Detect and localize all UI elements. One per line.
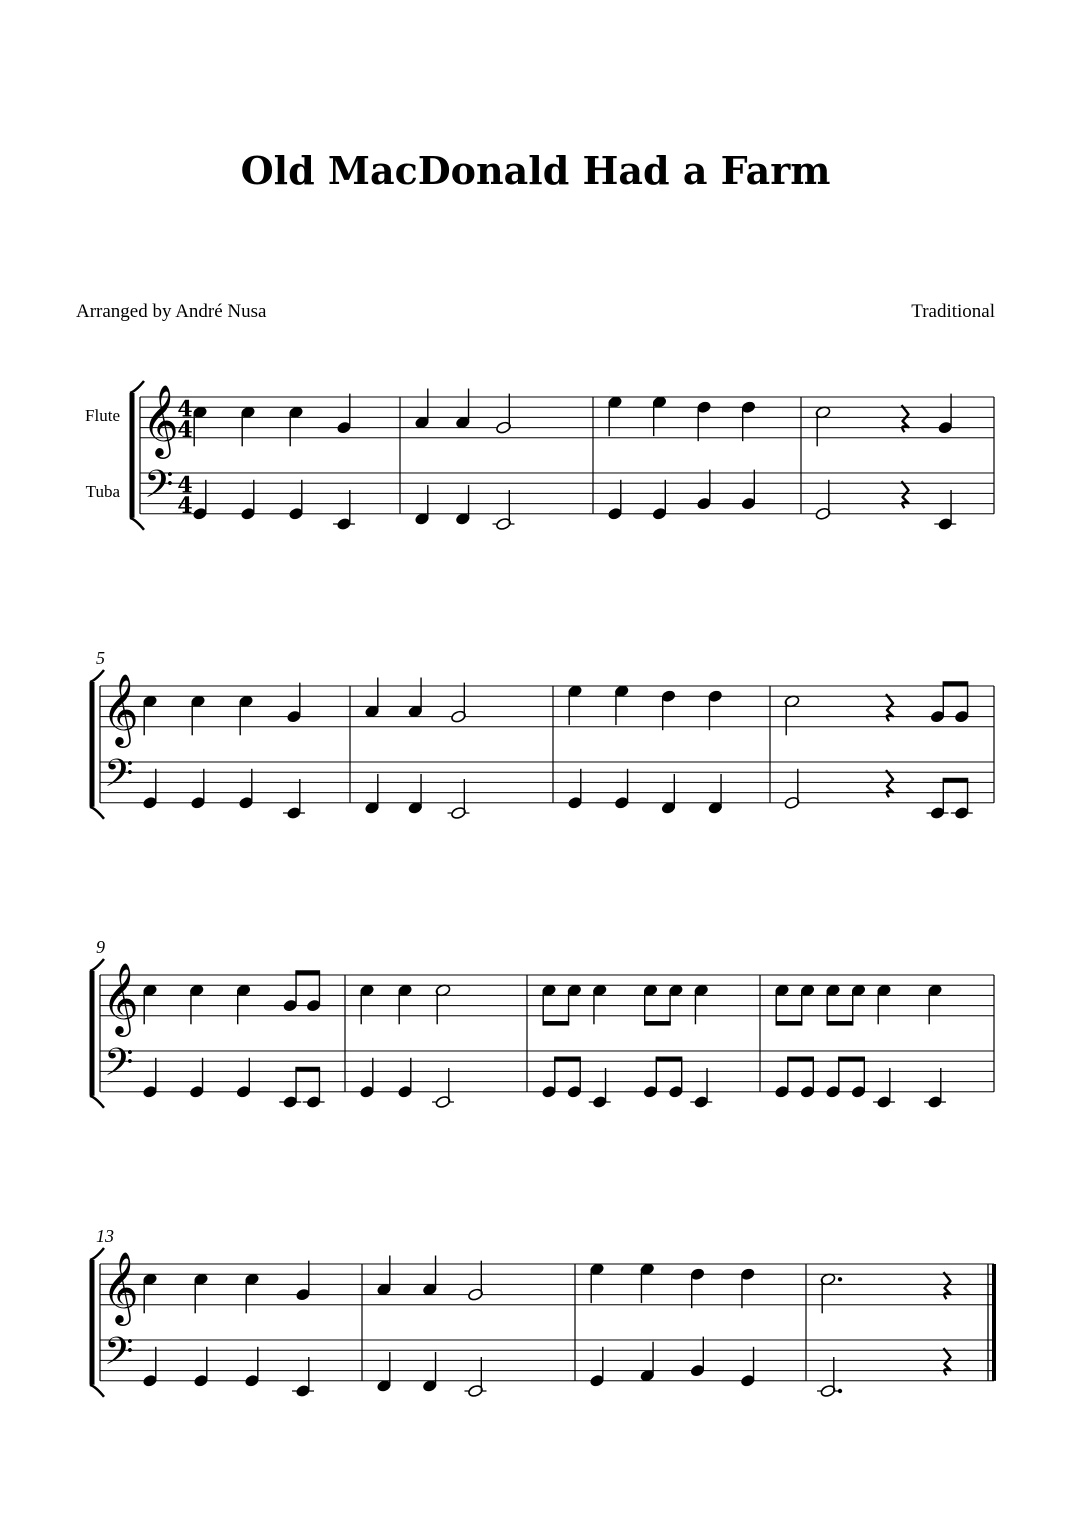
treble-clef (142, 383, 179, 459)
measure (815, 394, 953, 447)
bass-clef (104, 1040, 134, 1094)
measure (143, 1261, 311, 1314)
measure-number: 9 (96, 937, 105, 957)
bass-clef-glyph: 𝄢 (144, 461, 174, 516)
measure (590, 1337, 756, 1388)
composer-credit: Traditional (911, 301, 995, 322)
quarter-rest (886, 770, 893, 797)
measure (815, 480, 956, 531)
measure (568, 769, 723, 815)
bracket-bottom (130, 518, 144, 530)
tuba-staff (140, 473, 994, 514)
system (96, 937, 994, 1092)
time-signature (177, 472, 192, 518)
bass-clef-glyph: 𝄢 (104, 1328, 134, 1383)
measure (542, 984, 709, 1025)
treble-clef-glyph: 𝄞 (102, 671, 139, 745)
time-numerator: 4 (177, 472, 193, 499)
measure (542, 1059, 713, 1109)
quarter-rest (886, 694, 893, 721)
measure (775, 984, 943, 1025)
rest-shape (886, 694, 893, 721)
measure (143, 683, 302, 736)
quarter-rest (944, 1348, 951, 1375)
measure-number: 5 (96, 648, 105, 668)
score-title: Old MacDonald Had a Farm (240, 148, 831, 193)
system (96, 1226, 996, 1381)
measure (143, 1347, 314, 1398)
measure (377, 1352, 487, 1398)
rest-shape (886, 770, 893, 797)
measure (193, 480, 355, 531)
rest-shape (944, 1348, 951, 1375)
measure-number: 13 (96, 1226, 114, 1246)
system (96, 648, 994, 803)
measure (608, 396, 756, 442)
notehead (820, 1384, 842, 1398)
time-denominator: 4 (177, 492, 193, 519)
tuba-staff (100, 1340, 994, 1381)
rest-shape (944, 1272, 951, 1299)
quarter-rest (902, 405, 909, 432)
augmentation-dot (838, 1389, 842, 1393)
bass-clef (104, 1329, 134, 1383)
bracket-bottom (90, 1096, 104, 1108)
rest-shape (902, 481, 909, 508)
measure (415, 485, 515, 531)
measure (143, 1058, 325, 1109)
measure (784, 769, 973, 820)
bass-clef (104, 751, 134, 805)
augmentation-dot (838, 1277, 842, 1281)
measure (817, 1348, 951, 1398)
measure (360, 1058, 454, 1109)
measure (143, 769, 305, 820)
treble-clef (102, 961, 139, 1037)
measure (608, 470, 756, 521)
measure (568, 685, 723, 731)
final-barline (992, 1264, 996, 1381)
treble-clef (102, 672, 139, 748)
measure (143, 973, 322, 1025)
flute-staff (100, 686, 994, 727)
measure (360, 983, 451, 1024)
measure (784, 684, 969, 736)
time-denominator: 4 (177, 416, 193, 443)
bracket-bottom (90, 807, 104, 819)
instrument-label-flute: Flute (85, 406, 120, 425)
quarter-rest (944, 1272, 951, 1299)
flute-staff (100, 1264, 994, 1305)
arranger-credit: Arranged by André Nusa (76, 301, 267, 322)
treble-clef (102, 1250, 139, 1326)
measure (365, 774, 470, 820)
instrument-label-tuba: Tuba (85, 482, 120, 501)
tuba-staff (100, 762, 994, 803)
treble-clef-glyph: 𝄞 (102, 960, 139, 1034)
bracket-bottom (90, 1385, 104, 1397)
quarter-rest (902, 481, 909, 508)
time-numerator: 4 (177, 396, 193, 423)
measure (775, 1059, 946, 1109)
measure (193, 394, 352, 447)
system (85, 397, 994, 514)
treble-clef-glyph: 𝄞 (102, 1249, 139, 1323)
bass-clef-glyph: 𝄢 (104, 1039, 134, 1094)
bass-clef (144, 462, 174, 516)
measure (590, 1263, 756, 1309)
measure (820, 1272, 951, 1313)
treble-clef-glyph: 𝄞 (142, 382, 179, 456)
flute-staff (140, 397, 994, 438)
time-signature (177, 396, 192, 442)
bass-clef-glyph: 𝄢 (104, 750, 134, 805)
rest-shape (902, 405, 909, 432)
